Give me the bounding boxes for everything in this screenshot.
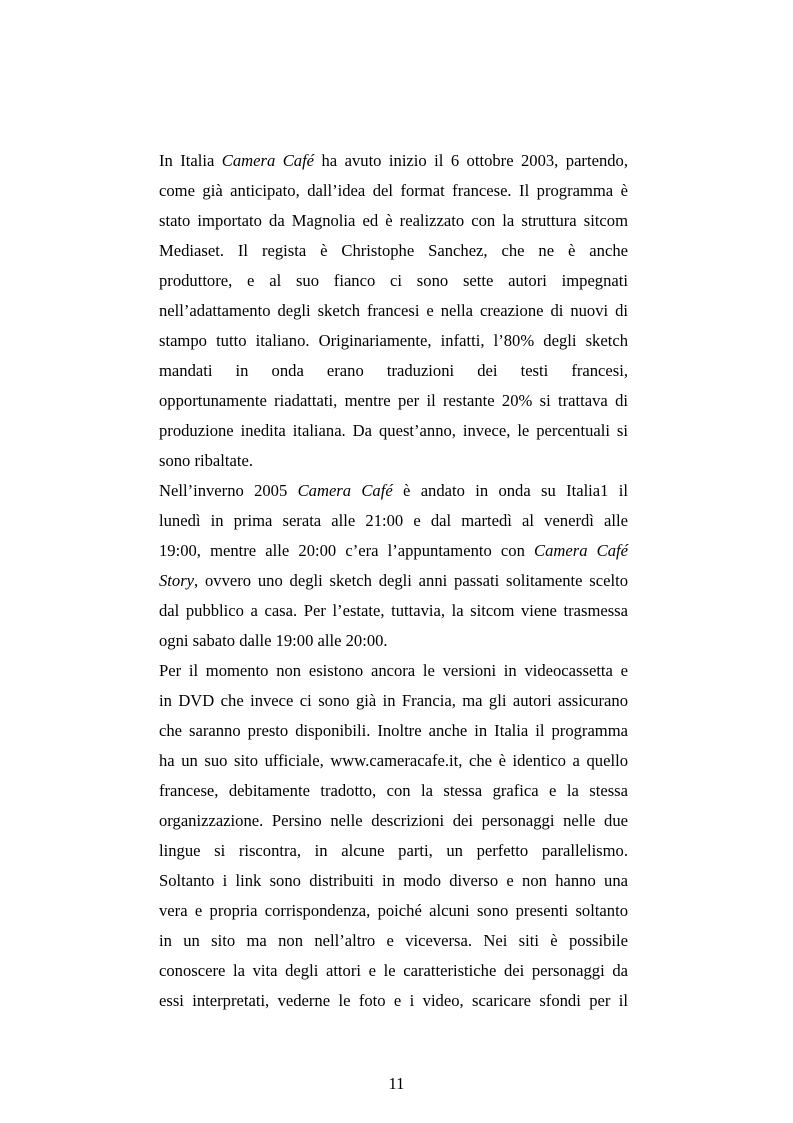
text-line [159, 416, 628, 446]
text-segment: è andato in onda su Italia1 il [392, 481, 628, 500]
text-line [159, 386, 628, 416]
text-line [159, 296, 628, 326]
text-line [159, 776, 628, 806]
text-line [159, 446, 628, 476]
text-segment: Per il momento non esistono ancora le versioni in videocassetta e [159, 661, 628, 680]
text-segment: dal pubblico a casa. Per l’estate, tuttavia, la sitcom viene trasmessa [159, 601, 628, 620]
text-segment: organizzazione. Persino nelle descrizioni dei personaggi nelle due [159, 811, 628, 830]
text-segment: In Italia [159, 151, 222, 170]
text-segment: opportunamente riadattati, mentre per il restante 20% si trattava di [159, 391, 628, 410]
text-line [159, 956, 628, 986]
italic-title: Camera Café [534, 541, 628, 560]
text-segment: lingue si riscontra, in alcune parti, un perfetto parallelismo. [159, 841, 628, 860]
italic-title: Story [159, 571, 195, 590]
text-line [159, 836, 628, 866]
text-line [159, 506, 628, 536]
text-segment: in un sito ma non nell’altro e viceversa. Nei siti è possibile [159, 931, 628, 950]
text-line [159, 986, 628, 1016]
text-line [159, 866, 628, 896]
text-line [159, 476, 628, 506]
text-line [159, 746, 628, 776]
text-segment: conoscere la vita degli attori e le caratteristiche dei personaggi da [159, 961, 628, 980]
text-line [159, 356, 628, 386]
text-line [159, 566, 628, 596]
text-segment: 19:00, mentre alle 20:00 c’era l’appuntamento con [159, 541, 535, 560]
text-segment: stampo tutto italiano. Originariamente, infatti, l’80% degli sketch [159, 331, 628, 350]
text-segment: che saranno presto disponibili. Inoltre anche in Italia il programma [159, 721, 628, 740]
text-line [159, 176, 628, 206]
text-segment: ogni sabato dalle 19:00 alle 20:00. [159, 631, 388, 650]
text-line [159, 656, 628, 686]
text-line [159, 536, 628, 566]
text-line [159, 236, 628, 266]
text-segment: stato importato da Magnolia ed è realizzato con la struttura sitcom [159, 211, 628, 230]
italic-title: Camera Café [221, 151, 315, 170]
text-segment: sono ribaltate. [159, 451, 254, 470]
text-segment: vera e propria corrispondenza, poiché alcuni sono presenti soltanto [159, 901, 628, 920]
text-line [159, 146, 628, 176]
text-segment: francese, debitamente tradotto, con la stessa grafica e la stessa [159, 781, 628, 800]
text-line [159, 206, 628, 236]
page-number: 11 [388, 1074, 405, 1093]
text-line [159, 896, 628, 926]
text-line [159, 326, 628, 356]
text-line [159, 806, 628, 836]
text-segment: ha un suo sito ufficiale, www.cameracafe.it, che è identico a quello [159, 751, 628, 770]
text-segment: nell’adattamento degli sketch francesi e nella creazione di nuovi di [159, 301, 628, 320]
text-segment: essi interpretati, vederne le foto e i video, scaricare sfondi per il [159, 991, 628, 1010]
italic-title: Camera Café [297, 481, 393, 500]
body-text [159, 146, 628, 1016]
text-segment: in DVD che invece ci sono già in Francia, ma gli autori assicurano [159, 691, 628, 710]
text-line [159, 716, 628, 746]
text-line [159, 596, 628, 626]
text-segment: produttore, e al suo fianco ci sono sette autori impegnati [159, 271, 628, 290]
text-segment: mandati in onda erano traduzioni dei testi francesi, [159, 361, 628, 380]
text-segment: produzione inedita italiana. Da quest’anno, invece, le percentuali si [159, 421, 628, 440]
text-segment: Mediaset. Il regista è Christophe Sanchez, che ne è anche [159, 241, 628, 260]
text-segment: Soltanto i link sono distribuiti in modo diverso e non hanno una [159, 871, 628, 890]
text-line [159, 626, 628, 656]
text-segment: Nell’inverno 2005 [159, 481, 298, 500]
text-line [159, 926, 628, 956]
text-segment: ha avuto inizio il 6 ottobre 2003, partendo, [314, 151, 628, 170]
text-segment: , ovvero uno degli sketch degli anni passati solitamente scelto [194, 571, 628, 590]
text-line [159, 266, 628, 296]
text-line [159, 686, 628, 716]
text-segment: lunedì in prima serata alle 21:00 e dal martedì al venerdì alle [159, 511, 628, 530]
text-segment: come già anticipato, dall’idea del format francese. Il programma è [159, 181, 628, 200]
